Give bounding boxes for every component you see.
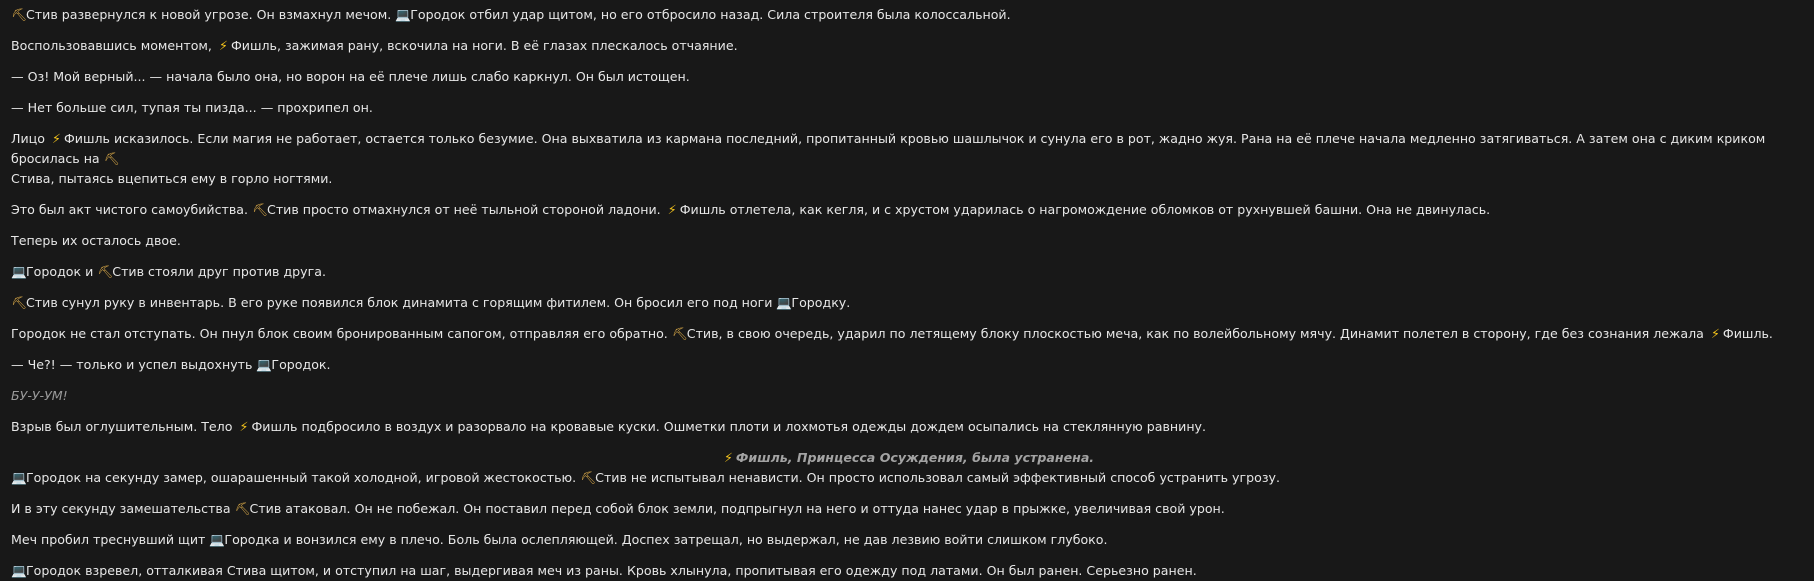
paragraph-12 xyxy=(11,386,1804,406)
paragraph-13: Взрыв был оглушительным. Тело ⚡ Фишль подбросило в воздух и разорвало на кровавые куски. Ошметки плоти и лохмотья одежды дождем осыпались на стеклянную равнину. xyxy=(11,417,1804,437)
paragraph-6: Это был акт чистого самоубийства. ⛏Стив просто отмахнулся от неё тыльной стороной ладони. ⚡ Фишль отлетела, как кегля, и с хрустом ударилась о нагромождение обломков от рухнувшей башни. Она не двинулась. xyxy=(11,200,1804,220)
paragraph-5: Лицо ⚡ Фишль исказилось. Если магия не работает, остается только безумие. Она выхватила из кармана последний, пропитанный кровью шашлычок и сунула его в рот, жадно жуя. Рана на её плече начала медленно затягиваться. А затем она с диким криком бросилась на ⛏ Стива, пытаясь вцепиться ему в горло ногтями. xyxy=(11,131,1766,186)
paragraph-3: — Оз! Мой верный... — начала было она, но ворон на её плече лишь слабо каркнул. Он был истощен. xyxy=(11,69,690,84)
pickaxe-icon: ⛏ xyxy=(11,295,27,310)
elimination-notice: ⚡ Фишль, Принцесса Осуждения, была устранена. xyxy=(11,448,1804,468)
paragraph-4: — Нет больше сил, тупая ты пизда... — прохрипел он. xyxy=(11,100,373,115)
bolt-icon: ⚡ xyxy=(239,419,249,434)
paragraph-16: И в эту секунду замешательства ⛏Стив атаковал. Он не побежал. Он поставил перед собой блок земли, подпрыгнул на него и оттуда нанес удар в прыжке, увеличивая свой урон. xyxy=(11,499,1804,519)
paragraph-17: Меч пробил треснувший щит 💻Городка и вонзился ему в плечо. Боль была ослепляющей. Доспех затрещал, но выдержал, не дав лезвию войти слишком глубоко. xyxy=(11,530,1804,550)
explosion-sound: БУ-У-УМ! xyxy=(11,388,68,403)
paragraph-1: ⛏Стив развернулся к новой угрозе. Он взмахнул мечом. 💻Городок отбил удар щитом, но его отбросило назад. Сила строителя была колоссальной. xyxy=(11,5,1804,25)
paragraph-10: Городок не стал отступать. Он пнул блок своим бронированным сапогом, отправляя его обратно. ⛏Стив, в свою очередь, ударил по летящему блоку плоскостью меча, как по волейбольному мячу. Динамит полетел в сторону, где без сознания лежала ⚡ Фишль. xyxy=(11,324,1804,344)
paragraph-15: 💻Городок на секунду замер, ошарашенный такой холодной, игровой жестокостью. ⛏Стив не испытывал ненависти. Он просто использовал самый эффективный способ устранить угрозу. xyxy=(11,468,1804,488)
laptop-icon: 💻 xyxy=(11,264,27,279)
pickaxe-icon: ⛏ xyxy=(97,264,114,279)
pickaxe-icon: ⛏ xyxy=(11,7,27,22)
laptop-icon: 💻 xyxy=(256,357,273,372)
bolt-icon: ⚡ xyxy=(219,38,228,53)
paragraph-7: Теперь их осталось двое. xyxy=(11,233,181,248)
bolt-icon: ⚡ xyxy=(1710,326,1720,341)
pickaxe-icon: ⛏ xyxy=(252,202,269,217)
paragraph-18: 💻Городок взревел, отталкивая Стива щитом, и отступил на шаг, выдергивая меч из раны. Кровь хлынула, пропитывая его одежду под латами. Он был ранен. Серьезно ранен. xyxy=(11,561,1804,581)
pickaxe-icon: ⛏ xyxy=(580,470,597,485)
laptop-icon: 💻 xyxy=(776,295,793,310)
laptop-icon: 💻 xyxy=(209,532,226,547)
pickaxe-icon: ⛏ xyxy=(234,501,251,516)
paragraph-8: 💻Городок и ⛏Стив стояли друг против друга. xyxy=(11,262,1804,282)
laptop-icon: 💻 xyxy=(11,563,27,578)
paragraph-9: ⛏Стив сунул руку в инвентарь. В его руке появился блок динамита с горящим фитилем. Он бросил его под ноги 💻Городку. xyxy=(11,293,1804,313)
paragraph-11: — Че?! — только и успел выдохнуть 💻Городок. xyxy=(11,355,1804,375)
bolt-icon: ⚡ xyxy=(723,450,733,465)
pickaxe-icon: ⛏ xyxy=(671,326,688,341)
bolt-icon: ⚡ xyxy=(667,202,677,217)
pickaxe-icon: ⛏ xyxy=(103,151,120,166)
paragraph-2: Воспользовавшись моментом, ⚡ Фишль, зажимая рану, вскочила на ноги. В её глазах плескалось отчаяние. xyxy=(11,36,1804,56)
laptop-icon: 💻 xyxy=(395,7,411,22)
bolt-icon: ⚡ xyxy=(52,131,61,146)
laptop-icon: 💻 xyxy=(11,470,27,485)
